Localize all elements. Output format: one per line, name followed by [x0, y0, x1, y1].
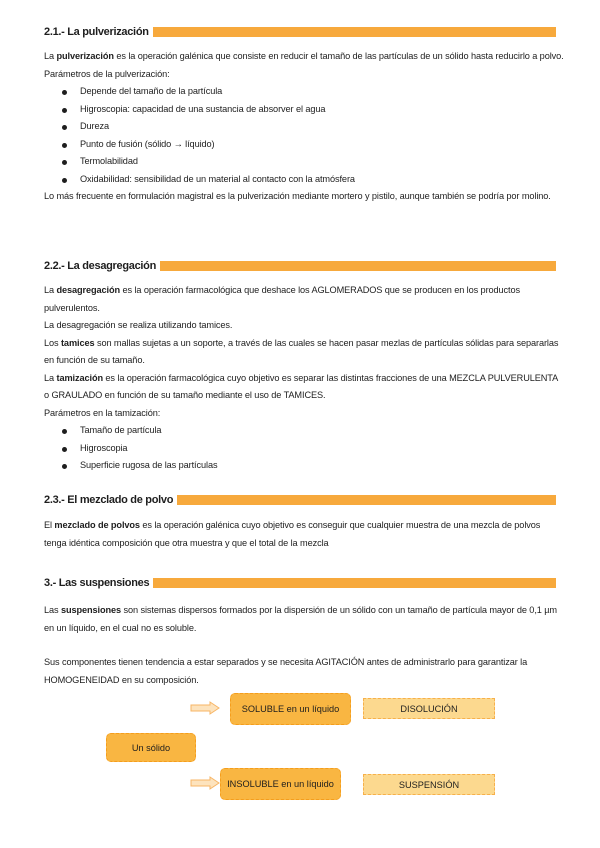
text: es la operación galénica cuyo objetivo es conseguir que cualquier muestra de una mezcla de polvos tenga idéntica composición que otra muestra y que el total de la mezcla [44, 520, 541, 548]
paragraph: Sus componentes tienen tendencia a estar separados y se necesita AGITACIÓN antes de administrarlo para garantizar la HOMOGENEIDAD en su composición. [44, 657, 528, 685]
solid-box: Un sólido [106, 733, 196, 762]
paragraph [44, 282, 564, 317]
params-title: Parámetros en la tamización: [44, 407, 161, 418]
bold-term: mezclado de polvos [54, 520, 140, 530]
section-body-suspensiones [44, 602, 564, 637]
text: Las [44, 605, 61, 615]
heading-text: 2.1.- La pulverización [44, 26, 149, 38]
list-item: Depende del tamaño de la partícula [44, 83, 564, 101]
bold-term: tamices [60, 337, 95, 348]
section-heading-suspensiones [44, 576, 556, 590]
text: son sistemas dispersos formados por la dispersión de un sólido con un tamaño de partícula mayor de 0,1 µm en un líquido, en el cual no es soluble. [44, 605, 557, 633]
heading-text: 2.3.- El mezclado de polvo [44, 494, 174, 506]
heading-bar [160, 261, 556, 271]
paragraph [44, 335, 564, 370]
text: La [44, 51, 57, 61]
arrow-right-icon [190, 776, 220, 790]
section-body-pulverizacion [44, 48, 564, 206]
section-body-suspensiones-2 [44, 654, 564, 689]
paragraph [44, 48, 564, 66]
text: es la operación galénica que consiste en reducir el tamaño de las partículas de un sólido hasta reducirlo a polvo. [113, 51, 564, 61]
bold-term: desagregación [56, 285, 121, 295]
text: es la operación farmacológica cuyo objetivo es separar las distintas fracciones de una MEZCLA PULVERULENTA o GRAULADO en función de su tamaño mediante el uso de TAMICES. [44, 372, 558, 400]
text: Los [44, 337, 61, 348]
paragraph [44, 602, 564, 637]
text: La [44, 372, 57, 383]
list-item: Tamaño de partícula [44, 422, 564, 440]
list-item: Punto de fusión (sólido → líquido) [44, 136, 564, 154]
bullet-list [44, 422, 564, 475]
paragraph [44, 517, 564, 552]
text: son mallas sujetas a un soporte, a través de las cuales se hacen pasar mezlas de partículas sólidas para separarlas en función de su tamaño. [44, 337, 559, 365]
text: La [44, 285, 57, 295]
bullet-list [44, 83, 564, 188]
arrow-right-icon [190, 701, 220, 715]
params-title: Parámetros de la pulverización: [44, 68, 170, 79]
suspension-box: SUSPENSIÓN [363, 774, 495, 795]
bold-term: pulverización [56, 51, 114, 61]
paragraph: Lo más frecuente en formulación magistral es la pulverización mediante mortero y pistilo, aunque también se podría por molino. [44, 191, 551, 201]
paragraph [44, 370, 564, 405]
insoluble-box: INSOLUBLE en un líquido [220, 768, 341, 800]
list-item: Superficie rugosa de las partículas [44, 457, 564, 475]
section-body-desagregacion [44, 282, 564, 475]
paragraph: La desagregación se realiza utilizando tamices. [44, 320, 233, 330]
soluble-box: SOLUBLE en un líquido [230, 693, 351, 725]
section-heading-mezclado [44, 493, 556, 507]
list-item: Dureza [44, 118, 564, 136]
section-heading-pulverizacion [44, 25, 556, 39]
heading-text: 3.- Las suspensiones [44, 577, 150, 589]
list-item: Oxidabilidad: sensibilidad de un material al contacto con la atmósfera [44, 171, 564, 189]
list-item: Higroscopia [44, 440, 564, 458]
heading-bar [153, 578, 556, 588]
list-item: Termolabilidad [44, 153, 564, 171]
heading-text: 2.2.- La desagregación [44, 260, 156, 272]
disolucion-box: DISOLUCIÓN [363, 698, 495, 719]
text: El [44, 520, 55, 530]
text: es la operación farmacológica que deshace los AGLOMERADOS que se producen en los productos pulverulentos. [44, 285, 521, 313]
bold-term: tamización [56, 372, 103, 383]
section-body-mezclado [44, 517, 564, 552]
list-item: Higroscopia: capacidad de una sustancia de absorver el agua [44, 101, 564, 119]
heading-bar [153, 27, 556, 37]
heading-bar [177, 495, 556, 505]
bold-term: suspensiones [60, 605, 122, 615]
section-heading-desagregacion [44, 259, 556, 273]
